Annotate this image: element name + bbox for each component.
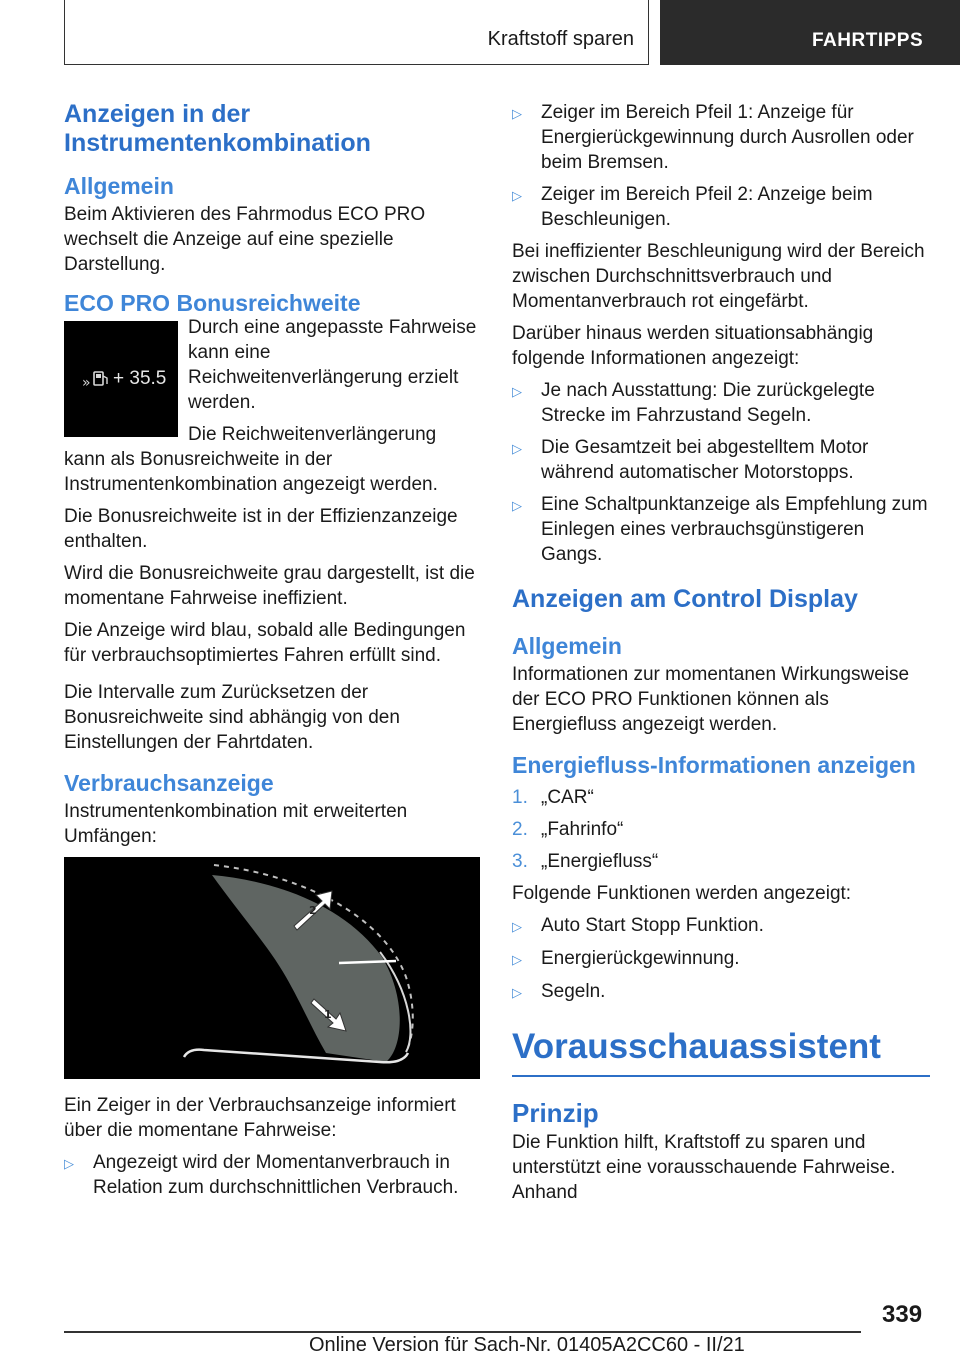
- list-item: [512, 435, 930, 485]
- heading-energiefluss: Energiefluss-Informationen anzeigen: [512, 752, 916, 778]
- list-item-text: Energierückgewinnung.: [541, 948, 740, 969]
- footer-divider: [64, 1331, 861, 1333]
- heading-prinzip: Prinzip: [512, 1098, 599, 1128]
- list-item: [64, 1150, 482, 1200]
- heading-allgemein-control: Allgemein: [512, 633, 622, 659]
- paragraph-control-display: Informationen zur momentanen Wirkungsweise der ECO PRO Funktionen können als Energiefluss angezeigt werden.: [512, 664, 910, 735]
- paragraph-eco-4: Wird die Bonusreichweite grau dargestellt, ist die momentane Fahrweise ineffizient.: [64, 563, 475, 609]
- page-number: 339: [882, 1301, 923, 1328]
- bonus-range-value: + 35.5: [113, 368, 167, 389]
- arrow-1-label: 1: [324, 1008, 332, 1021]
- paragraph-eco-3: Die Bonusreichweite ist in der Effizienzanzeige enthalten.: [64, 506, 458, 552]
- list-item: [512, 492, 930, 567]
- right-column: [512, 100, 930, 1212]
- bullet-triangle-icon: ▷: [512, 952, 522, 967]
- step-text: „Energiefluss“: [541, 851, 659, 872]
- list-item: [512, 946, 930, 972]
- step-number: 3.: [512, 851, 528, 872]
- step-number: 2.: [512, 819, 528, 840]
- step-text: „Fahrinfo“: [541, 819, 624, 840]
- heading-control-display: Anzeigen am Control Display: [512, 585, 858, 613]
- heading-eco-pro-bonusreichweite: ECO PRO Bonusreichweite: [64, 290, 361, 316]
- bullet-triangle-icon: ▷: [512, 106, 522, 121]
- list-item-text: Auto Start Stopp Funktion.: [541, 915, 764, 936]
- consumption-gauge-image: [64, 857, 480, 1079]
- list-item-text: Je nach Ausstattung: Die zurückgelegte Strecke im Fahrzustand Segeln.: [541, 380, 875, 426]
- heading-vorausschauassistent: Vorausschauassistent: [512, 1027, 930, 1077]
- paragraph-folgende: Folgende Funktionen werden angezeigt:: [512, 883, 852, 904]
- bullet-triangle-icon: ▷: [512, 919, 522, 934]
- header-section-box: [64, 0, 649, 65]
- list-item: [512, 182, 930, 232]
- heading-allgemein: Allgemein: [64, 173, 174, 199]
- bullet-triangle-icon: ▷: [512, 498, 522, 513]
- heading-verbrauchsanzeige: Verbrauchsanzeige: [64, 770, 274, 796]
- arrow-2-label: 2: [309, 904, 317, 917]
- step-item: [512, 785, 930, 810]
- list-item-text: Eine Schaltpunktanzeige als Empfehlung zum Einlegen eines verbrauchsgünstigeren Gangs.: [541, 494, 928, 565]
- step-number: 1.: [512, 787, 528, 808]
- paragraph-eco-2: Die Reichweitenverlängerung kann als Bonusreichweite in der Instrumentenkombination angezeigt werden.: [64, 424, 438, 495]
- bullet-triangle-icon: ▷: [512, 441, 522, 456]
- footer-online-version: Online Version für Sach-Nr. 01405A2CC60 - II/21: [309, 1334, 745, 1356]
- bullet-triangle-icon: ▷: [64, 1156, 74, 1171]
- list-item: [512, 979, 930, 1005]
- eco-row: [64, 317, 482, 504]
- paragraph-eco-5: Die Anzeige wird blau, sobald alle Bedingungen für verbrauchsoptimiertes Fahren erfüllt sind.: [64, 620, 466, 666]
- step-text: „CAR“: [541, 787, 594, 808]
- header-chapter-box: [660, 0, 960, 65]
- paragraph-prinzip: Die Funktion hilft, Kraftstoff zu sparen und unterstützt eine vorausschauende Fahrweise. Anhand: [512, 1132, 896, 1203]
- paragraph-zeiger: Ein Zeiger in der Verbrauchsanzeige informiert über die momentane Fahrweise:: [64, 1095, 456, 1141]
- list-item: [512, 913, 930, 939]
- bullet-triangle-icon: ▷: [512, 985, 522, 1000]
- eco-pro-display-image: [64, 321, 178, 437]
- step-item: [512, 817, 930, 842]
- step-item: [512, 849, 930, 874]
- list-item: [512, 100, 930, 175]
- bullet-triangle-icon: ▷: [512, 188, 522, 203]
- heading-anzeigen-instrumentenkombination: Anzeigen in der Instrumentenkombination: [64, 100, 371, 157]
- list-item-text: Segeln.: [541, 981, 606, 1002]
- list-item: [512, 378, 930, 428]
- svg-text:»: »: [82, 375, 91, 391]
- list-item-text: Zeiger im Bereich Pfeil 1: Anzeige für Energierückgewinnung durch Ausrollen oder beim Bremsen.: [541, 102, 914, 173]
- efficiency-area: [212, 875, 400, 1062]
- paragraph-eco-1: Durch eine angepasste Fahrweise kann eine Reichweitenverlängerung erzielt werden.: [188, 317, 477, 413]
- left-column: [64, 100, 482, 1207]
- list-item-text: Angezeigt wird der Momentanverbrauch in Relation zum durchschnittlichen Verbrauch.: [93, 1152, 459, 1198]
- list-item-text: Die Gesamtzeit bei abgestelltem Motor während automatischer Motorstopps.: [541, 437, 869, 483]
- paragraph-eco-6: Die Intervalle zum Zurücksetzen der Bonusreichweite sind abhängig von den Einstellungen der Fahrtdaten.: [64, 682, 400, 753]
- paragraph-verbrauchsanzeige: Instrumentenkombination mit erweiterten Umfängen:: [64, 801, 408, 847]
- header-chapter-title: FAHRTIPPS: [812, 30, 924, 51]
- paragraph-allgemein: Beim Aktivieren des Fahrmodus ECO PRO wechselt die Anzeige auf eine spezielle Darstellung.: [64, 204, 426, 275]
- paragraph-situationsabhaengig: Darüber hinaus werden situationsabhängig folgende Informationen angezeigt:: [512, 323, 874, 369]
- header-section-title: Kraftstoff sparen: [487, 28, 634, 50]
- paragraph-ineffizient: Bei ineffizienter Beschleunigung wird der Bereich zwischen Durchschnittsverbrauch und Momentanverbrauch rot eingefärbt.: [512, 241, 925, 312]
- bullet-triangle-icon: ▷: [512, 384, 522, 399]
- list-item-text: Zeiger im Bereich Pfeil 2: Anzeige beim Beschleunigen.: [541, 184, 873, 230]
